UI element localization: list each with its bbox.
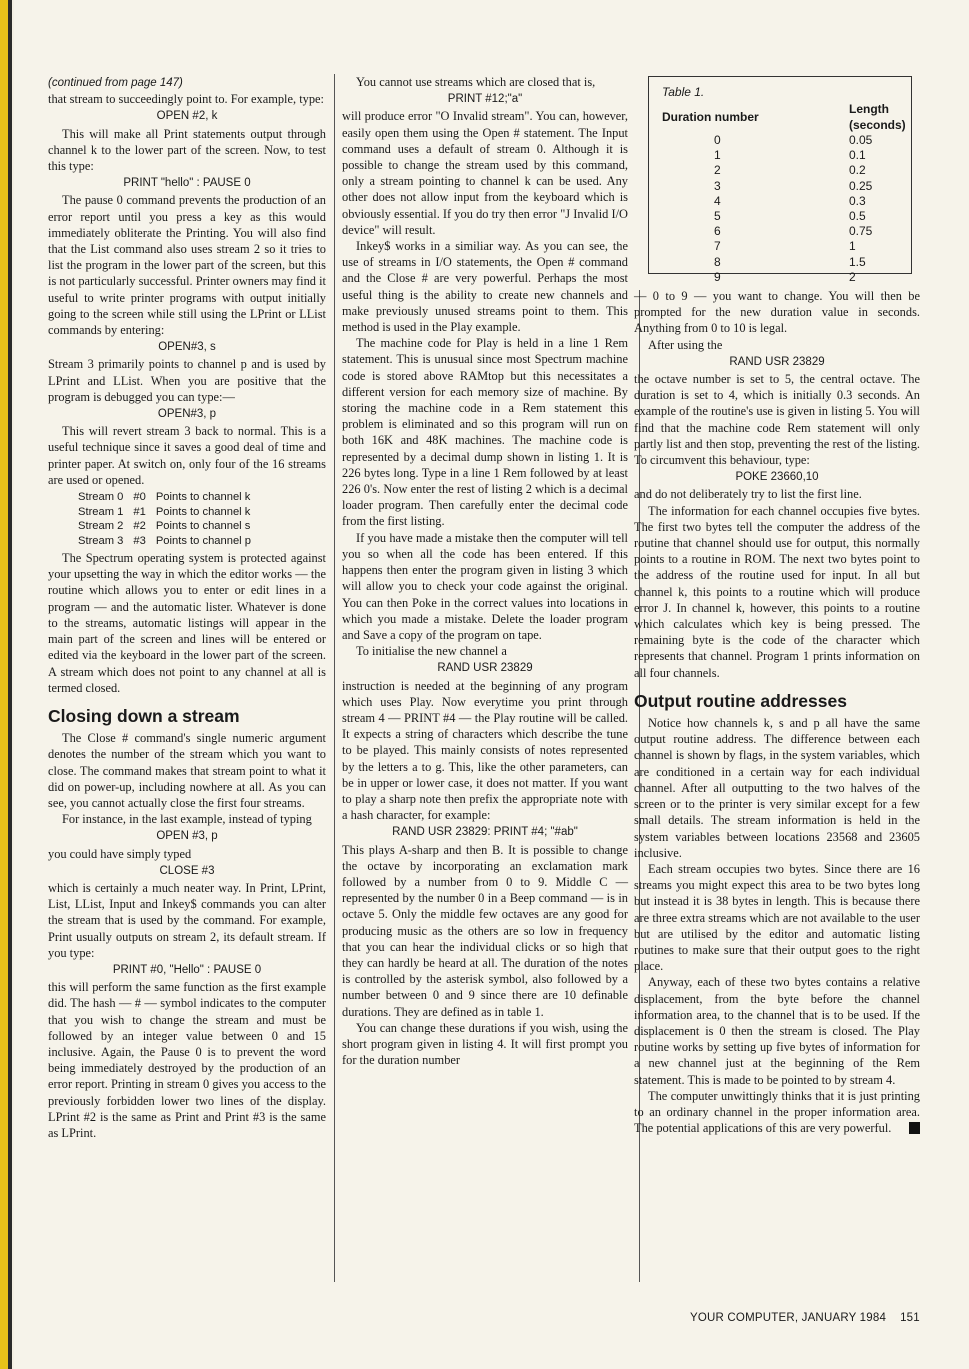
paragraph: Anyway, each of these two bytes contains a relative displacement, from the byte before the channel information area, to the channel that is to be used. If the displacement is 0 then the stream is closed. The Play routine works by setting up five bytes of information for a new channel just at the beginning of the Rem statement. This is made to be pointed to by stream 4. bbox=[634, 975, 920, 1087]
code-line: PRINT #12;"a" bbox=[447, 93, 523, 106]
paragraph: this will perform the same function as the first example did. The hash — # — symbol indicates to the computer that you wish to change the stream and must be followed by an integer value between 0 and 15 inclusive. Again, the Pause 0 is to prevent the word being immediately destroyed by the production of an error report. Printing in stream 0 gives you access to the previously forbidden lower two lines of the display. LPrint #2 is the same as Print and Print #3 is the same as LPrint. bbox=[48, 980, 326, 1140]
code-line: OPEN #2, k bbox=[156, 110, 218, 123]
table-cell: 3 bbox=[714, 178, 721, 193]
stream-cell: Points to channel s bbox=[155, 520, 251, 533]
paragraph: Notice how channels k, s and p all have the same output routine address. The difference between each channel is shown by flags, in the system variables, which are conditioned in a certain way for each individual channel. After all outputting to the two halves of the screen or to the printer is very similar except for a few small details. The stream information is held in the system variables between locations 23568 and 23605 inclusive. bbox=[634, 716, 920, 860]
table-row bbox=[78, 490, 261, 505]
table-row bbox=[662, 224, 911, 239]
page-footer bbox=[690, 1312, 920, 1324]
table-row bbox=[662, 194, 911, 209]
duration-table-box bbox=[648, 76, 912, 284]
stream-cell: Stream 2 bbox=[78, 520, 124, 533]
table-row bbox=[662, 133, 911, 148]
table-row bbox=[662, 270, 911, 285]
paragraph: Stream 3 primarily points to channel p and is used by LPrint and LList. When you are positive that the program is debugged you can type:— bbox=[48, 357, 326, 404]
paragraph: Inkey$ works in a similiar way. As you can see, the use of streams in I/O statements, the Open # command and the Close # are very powerful. Perhaps the most useful thing is the ability to create new channels and make previously unused streams point to them. This method is used in the Play example. bbox=[342, 239, 628, 335]
code-line: POKE 23660,10 bbox=[735, 471, 819, 484]
table-cell: 2 bbox=[849, 269, 856, 284]
page-number: 151 bbox=[900, 1312, 920, 1324]
table-cell: 1 bbox=[714, 148, 721, 163]
stream-cell: #1 bbox=[133, 505, 146, 518]
table-cell: 0.25 bbox=[849, 178, 873, 193]
paragraph: The machine code for Play is held in a line 1 Rem statement. This is unusual since most Spectrum machine code is stored above RAMtop but this necessitates a different version for each memory size of machine. By storing the machine code in a Rem statement this problem is eliminated and so this program will run on both 16K and 48K machines. The machine code is represented by a decimal dump shown in listing 1. It is 226 bytes long. Type in a line 1 Rem followed by at least 226 0's. Now enter the rest of listing 2 which is a decimal loader program. Then carefully enter the decimal code from the first listing. bbox=[342, 336, 628, 529]
paragraph: The Close # command's single numeric argument denotes the number of the stream which you want to close. The command makes that stream point to what it did on power-up, including nowhere at all. As you can see, you cannot actually close the first four streams. bbox=[48, 731, 326, 810]
code-line: OPEN#3, s bbox=[158, 341, 216, 354]
paragraph: — 0 to 9 — you want to change. You will then be prompted for the new duration value in seconds. Anything from 0 to 10 is legal. bbox=[634, 289, 920, 336]
table-cell: 5 bbox=[714, 209, 721, 224]
table-cell: 0.05 bbox=[849, 133, 873, 147]
table-cell: 7 bbox=[714, 239, 721, 254]
paragraph: For instance, in the last example, instead of typing bbox=[62, 812, 312, 827]
continued-note: (continued from page 147) bbox=[48, 77, 183, 89]
stream-cell: Stream 0 bbox=[78, 491, 124, 504]
table-cell: 1 bbox=[849, 239, 856, 254]
table-cell: 1.5 bbox=[849, 254, 866, 269]
code-line: OPEN #3, p bbox=[156, 830, 218, 843]
paragraph: you could have simply typed bbox=[48, 846, 192, 861]
table-row bbox=[662, 255, 911, 270]
code-line: RAND USR 23829: PRINT #4; "#ab" bbox=[392, 826, 578, 839]
code-line: CLOSE #3 bbox=[159, 864, 215, 877]
stream-cell: #3 bbox=[133, 534, 146, 547]
table-row bbox=[662, 239, 911, 254]
paragraph: which is certainly a much neater way. In Print, LPrint, List, LList, Input and Inkey$ commands you can alter the stream that is used by the command. For example, Print usually outputs on stream 2, its default stream. If you type: bbox=[48, 880, 326, 960]
paragraph: Each stream occupies two bytes. Since there are 16 streams you might expect this area to be two bytes long but instead it is 38 bytes in length. This is because there are three extra streams which are not available to the user but are utilised by the editor and automatic listing routines to make sure that their output goes to the right place. bbox=[634, 861, 920, 974]
stream-cell: Stream 3 bbox=[78, 534, 124, 547]
code-line: PRINT #0, "Hello" : PAUSE 0 bbox=[112, 963, 262, 976]
table-row bbox=[662, 179, 911, 194]
duration-table bbox=[662, 101, 911, 285]
code-line: PRINT "hello" : PAUSE 0 bbox=[123, 177, 251, 190]
stream-cell: Stream 1 bbox=[78, 505, 124, 518]
binding-strip bbox=[0, 0, 8, 1369]
table-row bbox=[662, 209, 911, 224]
end-mark-icon bbox=[909, 1122, 920, 1134]
section-heading: Closing down a stream bbox=[48, 705, 240, 726]
paragraph: If you have made a mistake then the computer will tell you so when all the code has been entered. If this happens then enter the program given in listing 3 which will allow you to check your code against the original. You can then Poke in the correct values into locations in which you made a mistake. Delete the loader program and Save a copy of the program on tape. bbox=[342, 530, 628, 642]
table-row bbox=[78, 505, 261, 520]
paragraph bbox=[634, 1088, 920, 1137]
stream-cell: #0 bbox=[133, 491, 146, 504]
paragraph: The pause 0 command prevents the production of an error report until you press a key as this would immediately obliterate the Printing. You will also find that the List command also uses stream 2 so it tries to list the program in the lower part of the screen, but this is not particularly successful. Printer owners may find it useful to write printer programs with output initially going to the screen while still using the LPrint or LList commands by entering: bbox=[48, 193, 326, 338]
page-edge bbox=[8, 0, 12, 1369]
table-header-row bbox=[662, 101, 911, 133]
table-cell: 2 bbox=[714, 163, 721, 178]
table-cell: 8 bbox=[714, 254, 721, 269]
column-3 bbox=[634, 288, 920, 1136]
column-1 bbox=[48, 74, 326, 1141]
table-cell: 6 bbox=[714, 224, 721, 239]
section-heading: Output routine addresses bbox=[634, 690, 847, 711]
paragraph: The Spectrum operating system is protected against your upsetting the way in which the editor works — the routine which allows you to enter or edit lines in a program — and the automatic lister. Whatever is done to the streams, automatic listings will appear in the main part of the screen and lines will be entered or edited via the keyboard in the lower part of the screen. A stream which does not point to any channel at all is termed closed. bbox=[48, 551, 326, 695]
table-cell: 0.1 bbox=[849, 148, 866, 163]
code-line: OPEN#3, p bbox=[157, 408, 217, 421]
stream-cell: #2 bbox=[133, 520, 146, 533]
stream-cell: Points to channel k bbox=[155, 491, 251, 504]
table-row bbox=[662, 148, 911, 163]
paragraph-text: The computer unwittingly thinks that it is just printing to an ordinary channel in the proper information area. The potential applications of this are very powerful. bbox=[634, 1088, 920, 1136]
table-cell: 0.75 bbox=[849, 224, 873, 239]
code-line: RAND USR 23829 bbox=[729, 355, 825, 368]
table-cell: 0.2 bbox=[849, 163, 866, 178]
paragraph: This plays A-sharp and then B. It is possible to change the octave by incorporating an exclamation mark followed by a number from 0 to 9. Middle C — represented by the number 0 in a Beep command — is in octave 5. Only the middle few octaves are any good for producing music as the others are so low in frequency that you can hear the individual clicks or so high that they can hardly be heard at all. The duration of the notes is controlled by the asterisk symbol, also followed by a number between 0 and 9 since there are 10 definable durations. They are defined as in table 1. bbox=[342, 842, 628, 1019]
table-title: Table 1. bbox=[662, 85, 705, 99]
paragraph: The information for each channel occupies five bytes. The first two bytes tell the computer the address of the routine that channel should use for output, this normally points to a routine in ROM. The next two bytes point to the address of the routine used for input. In all but channel k, this points to a routine which will produce error J. In channel k, however, this points to a routine which calculates which key is being pressed. The remaining byte is the code of the character which represents that channel. Program 1 prints information on all four channels. bbox=[634, 503, 920, 680]
table-cell: 9 bbox=[714, 269, 721, 284]
column-header: Length (seconds) bbox=[849, 102, 906, 132]
paragraph: This will revert stream 3 back to normal. This is a useful technique since it saves a good deal of time and printer paper. At switch on, only four of the 16 streams are used or opened. bbox=[48, 424, 326, 487]
stream-cell: Points to channel k bbox=[155, 505, 251, 518]
table-cell: 0 bbox=[714, 133, 721, 147]
table-row bbox=[662, 163, 911, 178]
column-rule bbox=[334, 74, 335, 1282]
paragraph: This will make all Print statements output through channel k to the lower part of the screen. Now, to test this type: bbox=[48, 126, 326, 174]
table-cell: 0.3 bbox=[849, 193, 866, 208]
stream-cell: Points to channel p bbox=[155, 534, 252, 547]
paragraph: and do not deliberately try to list the first line. bbox=[634, 487, 862, 502]
paragraph: that stream to succeedingly point to. For example, type: bbox=[48, 92, 324, 107]
table-cell: 0.5 bbox=[849, 209, 866, 224]
paragraph: To initialise the new channel a bbox=[356, 644, 507, 659]
paragraph: You can change these durations if you wish, using the short program given in listing 4. It will first prompt you for the duration number bbox=[342, 1020, 628, 1068]
streams-table bbox=[78, 490, 261, 548]
paragraph: After using the bbox=[648, 337, 723, 352]
magazine-issue: YOUR COMPUTER, JANUARY 1984 bbox=[690, 1312, 887, 1324]
paragraph: instruction is needed at the beginning of any program which uses Play. Now everytime you print through stream 4 — PRINT #4 — the Play routine will be called. It expects a string of characters which describe the tune to be played. This mainly consists of notes represented by the letters a to g. This, like the other parameters, can be in upper or lower case, it does not matter. If you want to play a sharp note then prefix the appropriate note with a hash character, for example: bbox=[342, 678, 628, 823]
paragraph: the octave number is set to 5, the central octave. The duration is set to 4, which is initially 0.3 seconds. An example of the routine's use is given in listing 5. You will find that the machine code Rem statement will only partly list and then stop, preventing the rest of the listing. To circumvent this behaviour, type: bbox=[634, 372, 920, 468]
column-header: Duration number bbox=[662, 110, 759, 124]
code-line: RAND USR 23829 bbox=[437, 662, 533, 675]
table-row bbox=[78, 534, 261, 549]
table-cell: 4 bbox=[714, 193, 721, 208]
paragraph: You cannot use streams which are closed that is, bbox=[356, 75, 596, 89]
paragraph: will produce error "O Invalid stream". You can, however, easily open them using the Open # statement. The Input command uses a default of stream 0. Although it is possible to change the stream used by this command, only a stream pointing to channel k can be used. Any other does not allow input from the keyboard which is obviously essential. If you do try then error "J Invalid I/O device" will result. bbox=[342, 109, 628, 237]
table-row bbox=[78, 519, 261, 534]
column-2 bbox=[342, 74, 628, 1068]
